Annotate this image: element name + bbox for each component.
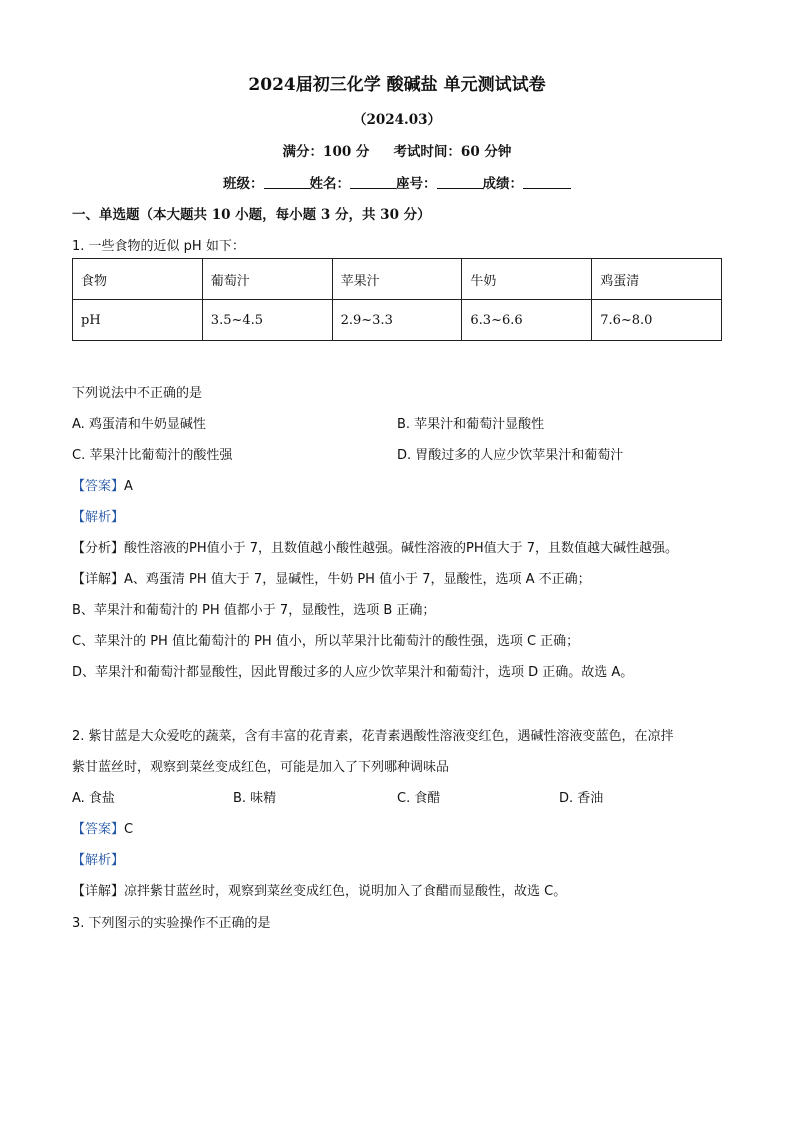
score-label: 成绩： — [482, 176, 523, 192]
q1-option-b[interactable]: B. 苹果汁和葡萄汁显酸性 — [397, 417, 545, 432]
class-blank[interactable] — [264, 176, 310, 189]
table-cell: 2.9~3.3 — [332, 300, 462, 341]
answer-label: 【答案】 — [72, 479, 125, 494]
table-cell: 牛奶 — [462, 259, 592, 300]
exam-time: 考试时间：60 分钟 — [393, 144, 512, 160]
q2-stem-line2: 紫甘蓝丝时，观察到菜丝变成红色，可能是加入了下列哪种调味品 — [72, 760, 450, 775]
score-time-line — [0, 140, 794, 160]
q3-stem: 3. 下列图示的实验操作不正确的是 — [72, 916, 271, 931]
table-cell: 鸡蛋清 — [592, 259, 722, 300]
q1-option-d[interactable]: D. 胃酸过多的人应少饮苹果汁和葡萄汁 — [397, 448, 624, 463]
q2-stem-line1: 2. 紫甘蓝是大众爱吃的蔬菜，含有丰富的花青素，花青素遇酸性溶液变红色，遇碱性溶液变蓝色，在凉拌 — [72, 729, 674, 744]
name-label: 姓名： — [309, 176, 350, 192]
detail-label: 【详解】 — [72, 884, 125, 899]
q2-option-d[interactable]: D. 香油 — [559, 791, 604, 806]
q1-option-a[interactable]: A. 鸡蛋清和牛奶显碱性 — [72, 417, 206, 432]
q1-analysis-label: 【解析】 — [72, 510, 125, 525]
fenxi-label: 【分析】 — [72, 541, 125, 556]
seat-blank[interactable] — [437, 176, 483, 189]
table-cell: 葡萄汁 — [202, 259, 332, 300]
table-cell: 苹果汁 — [332, 259, 462, 300]
section-heading: 一、单选题（本大题共 10 小题，每小题 3 分，共 30 分） — [72, 207, 431, 223]
score-blank[interactable] — [523, 176, 571, 189]
seat-label: 座号： — [396, 176, 437, 192]
q1-detail-b: B、苹果汁和葡萄汁的 PH 值都小于 7，显酸性，选项 B 正确； — [72, 603, 436, 618]
table-cell: 食物 — [73, 259, 203, 300]
table-cell: pH — [73, 300, 203, 341]
name-blank[interactable] — [350, 176, 396, 189]
student-info-line — [0, 172, 794, 192]
answer-value: A — [124, 479, 133, 494]
answer-value: C — [124, 822, 134, 837]
table-cell: 7.6~8.0 — [592, 300, 722, 341]
q1-stem: 1. 一些食物的近似 pH 如下： — [72, 239, 245, 254]
q2-option-c[interactable]: C. 食醋 — [397, 791, 441, 806]
table-row — [73, 300, 722, 341]
q2-option-b[interactable]: B. 味精 — [233, 791, 277, 806]
exam-date: （2024.03） — [352, 112, 442, 128]
full-score: 满分：100 分 — [282, 144, 370, 160]
q1-detail-a — [72, 568, 591, 587]
page-title: 2024届初三化学 酸碱盐 单元测试试卷 — [248, 75, 546, 95]
detail-text: 凉拌紫甘蓝丝时，观察到菜丝变成红色，说明加入了食醋而显酸性，故选 C。 — [124, 884, 567, 899]
ph-table — [72, 258, 722, 341]
q1-detail-d: D、苹果汁和葡萄汁都显酸性，因此胃酸过多的人应少饮苹果汁和葡萄汁，选项 D 正确。故选 A。 — [72, 665, 634, 680]
q2-analysis-label: 【解析】 — [72, 853, 125, 868]
table-cell: 3.5~4.5 — [202, 300, 332, 341]
q1-detail-c: C、苹果汁的 PH 值比葡萄汁的 PH 值小，所以苹果汁比葡萄汁的酸性强，选项 C 正确； — [72, 634, 580, 649]
q1-question: 下列说法中不正确的是 — [72, 386, 203, 401]
answer-label: 【答案】 — [72, 822, 125, 837]
detail-text: A、鸡蛋清 PH 值大于 7，显碱性，牛奶 PH 值小于 7，显酸性，选项 A 不正确； — [124, 572, 591, 587]
table-header-row — [73, 259, 722, 300]
class-label: 班级： — [223, 176, 264, 192]
q2-answer — [72, 818, 133, 837]
fenxi-text: 酸性溶液的PH值小于 7，且数值越小酸性越强。碱性溶液的PH值大于 7，且数值越大碱性越强。 — [124, 541, 679, 556]
table-cell: 6.3~6.6 — [462, 300, 592, 341]
q1-option-c[interactable]: C. 苹果汁比葡萄汁的酸性强 — [72, 448, 233, 463]
q2-option-a[interactable]: A. 食盐 — [72, 791, 115, 806]
q2-detail — [72, 880, 566, 899]
detail-label: 【详解】 — [72, 572, 125, 587]
q1-fenxi — [72, 537, 678, 556]
q1-answer — [72, 475, 133, 494]
